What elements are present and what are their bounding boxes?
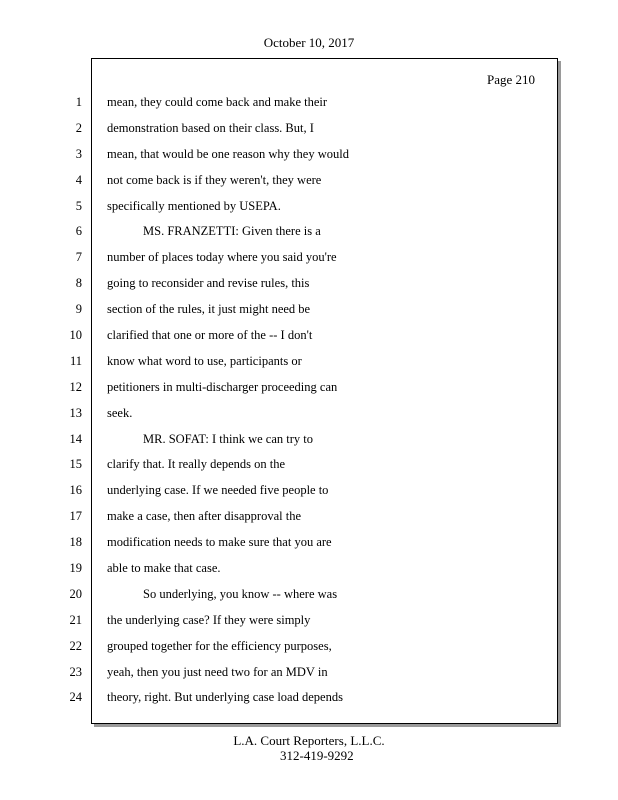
- transcript-line: [0, 297, 618, 323]
- transcript-line: [0, 608, 618, 634]
- line-number: 8: [75, 276, 82, 291]
- transcript-line: [0, 90, 618, 116]
- line-text: know what word to use, participants or: [107, 353, 302, 368]
- transcript-line: [0, 142, 618, 168]
- transcript-line: [0, 427, 618, 453]
- line-text: the underlying case? If they were simply: [107, 612, 311, 627]
- footer-company: L.A. Court Reporters, L.L.C.: [233, 733, 385, 748]
- line-number: 19: [69, 561, 82, 576]
- transcript-line: [0, 530, 618, 556]
- transcript-line: [0, 219, 618, 245]
- line-text: section of the rules, it just might need be: [107, 302, 311, 317]
- line-text: clarified that one or more of the -- I don't: [107, 328, 313, 343]
- line-number: 15: [69, 457, 82, 472]
- transcript-lines: [0, 90, 618, 711]
- transcript-line: [0, 323, 618, 349]
- line-text: So underlying, you know -- where was: [143, 586, 338, 601]
- line-number: 7: [75, 250, 82, 265]
- transcript-line: [0, 685, 618, 711]
- transcript-line: [0, 375, 618, 401]
- line-text: MR. SOFAT: I think we can try to: [143, 431, 313, 446]
- line-number: 12: [69, 379, 82, 394]
- line-number: 23: [69, 664, 82, 679]
- line-text: seek.: [107, 405, 133, 420]
- line-number: 10: [69, 328, 82, 343]
- line-number: 14: [69, 431, 82, 446]
- transcript-line: [0, 582, 618, 608]
- line-number: 16: [69, 483, 82, 498]
- line-number: 20: [69, 586, 82, 601]
- line-number: 13: [69, 405, 82, 420]
- transcript-line: [0, 349, 618, 375]
- line-number: 18: [69, 535, 82, 550]
- line-text: demonstration based on their class. But, I: [107, 120, 314, 135]
- line-text: modification needs to make sure that you are: [107, 535, 332, 550]
- transcript-line: [0, 452, 618, 478]
- transcript-line: [0, 116, 618, 142]
- line-text: grouped together for the efficiency purposes,: [107, 638, 332, 653]
- line-text: petitioners in multi-discharger proceeding can: [107, 379, 338, 394]
- line-text: mean, that would be one reason why they would: [107, 146, 349, 161]
- transcript-line: [0, 634, 618, 660]
- line-number: 24: [69, 690, 82, 705]
- transcript-line: [0, 271, 618, 297]
- line-number: 21: [69, 612, 82, 627]
- line-text: mean, they could come back and make their: [107, 95, 328, 109]
- line-text: not come back is if they weren't, they were: [107, 172, 322, 187]
- line-number: 9: [75, 302, 82, 317]
- line-number: 17: [69, 509, 82, 524]
- line-text: yeah, then you just need two for an MDV in: [107, 664, 328, 679]
- line-number: 4: [75, 172, 82, 187]
- transcript-line: [0, 556, 618, 582]
- line-text: make a case, then after disapproval the: [107, 509, 302, 524]
- line-text: able to make that case.: [107, 561, 221, 576]
- footer-phone: 312-419-9292: [280, 748, 354, 763]
- line-text: theory, right. But underlying case load depends: [107, 690, 343, 705]
- line-number: 11: [69, 353, 82, 368]
- transcript-line: [0, 660, 618, 686]
- transcript-date: October 10, 2017: [263, 35, 355, 50]
- line-number: 5: [75, 198, 82, 213]
- transcript-line: [0, 168, 618, 194]
- transcript-line: [0, 478, 618, 504]
- line-text: MS. FRANZETTI: Given there is a: [143, 224, 321, 239]
- line-number: 22: [69, 638, 82, 653]
- transcript-line: [0, 245, 618, 271]
- transcript-line: [0, 504, 618, 530]
- line-text: specifically mentioned by USEPA.: [107, 198, 281, 213]
- line-number: 3: [75, 146, 82, 161]
- line-number: 6: [75, 224, 82, 239]
- line-text: underlying case. If we needed five people to: [107, 483, 329, 498]
- page-number: Page 210: [486, 72, 535, 87]
- line-number: 2: [75, 120, 82, 135]
- line-text: number of places today where you said you're: [107, 250, 337, 265]
- transcript-line: [0, 194, 618, 220]
- line-text: clarify that. It really depends on the: [107, 457, 286, 472]
- line-text: going to reconsider and revise rules, this: [107, 276, 310, 291]
- line-number: 1: [75, 95, 82, 109]
- transcript-line: [0, 401, 618, 427]
